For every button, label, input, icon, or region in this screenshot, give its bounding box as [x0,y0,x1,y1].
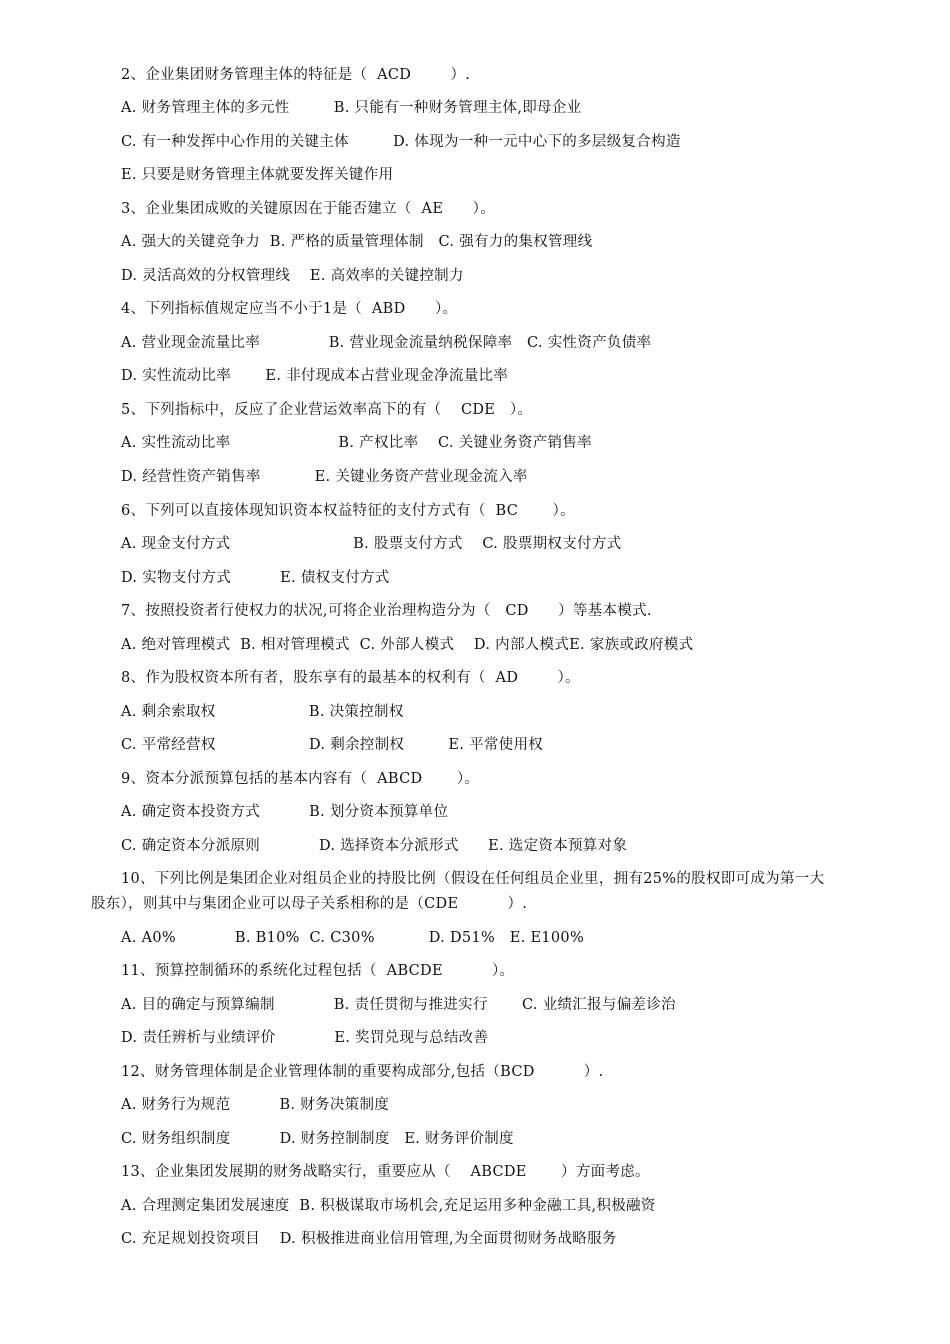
question-12-option-line-1: A. 财务行为规范 B. 财务决策制度 [121,1097,390,1113]
question-11-option-line-1: A. 目的确定与预算编制 B. 责任贯彻与推进实行 C. 业绩汇报与偏差诊治 [121,997,676,1013]
question-10-stem: 10、下列比例是集团企业对组员企业的持股比例（假设在任何组员企业里，拥有25%的股权即可成为第一大 [121,871,825,887]
question-8-option-line-1: A. 剩余索取权 B. 决策控制权 [121,704,404,720]
question-4-stem: 4、下列指标值规定应当不小于1是（ ABD ）。 [121,301,458,317]
question-11-option-line-2: D. 责任辨析与业绩评价 E. 奖罚兑现与总结改善 [121,1030,489,1046]
question-12-option-line-2: C. 财务组织制度 D. 财务控制制度 E. 财务评价制度 [121,1131,514,1147]
question-4-option-line-1: A. 营业现金流量比率 B. 营业现金流量纳税保障率 C. 实性资产负债率 [121,335,652,351]
question-6-option-line-2: D. 实物支付方式 E. 债权支付方式 [121,570,390,586]
question-3-option-line-2: D. 灵活高效的分权管理线 E. 高效率的关键控制力 [121,268,464,284]
question-6-stem: 6、下列可以直接体现知识资本权益特征的支付方式有（ BC ）。 [121,503,575,519]
question-4-option-line-2: D. 实性流动比率 E. 非付现成本占营业现金净流量比率 [121,368,509,384]
question-3-stem: 3、企业集团成败的关键原因在于能否建立（ AE ）。 [121,201,496,217]
question-5-option-line-2: D. 经营性资产销售率 E. 关键业务资产营业现金流入率 [121,469,528,485]
question-2-option-line-3: E. 只要是财务管理主体就要发挥关键作用 [121,167,394,183]
question-9-option-line-2: C. 确定资本分派原则 D. 选择资本分派形式 E. 选定资本预算对象 [121,838,628,854]
question-2-option-line-1: A. 财务管理主体的多元性 B. 只能有一种财务管理主体,即母企业 [121,100,582,116]
question-7-stem: 7、按照投资者行使权力的状况,可将企业治理构造分为（ CD ）等基本模式. [121,603,652,619]
question-10-option-line-1: A. A0% B. B10% C. C30% D. D51% E. E100% [121,930,585,946]
question-7-option-line-1: A. 绝对管理模式 B. 相对管理模式 C. 外部人模式 D. 内部人模式E. 家族或政府模式 [121,637,694,653]
question-6-option-line-1: A. 现金支付方式 B. 股票支付方式 C. 股票期权支付方式 [121,536,622,552]
question-13-option-line-1: A. 合理测定集团发展速度 B. 积极谋取市场机会,充足运用多种金融工具,积极融资 [121,1198,656,1214]
question-10-stem-continued: 股东），则其中与集团企业可以母子关系相称的是（CDE ）. [91,896,528,912]
question-2-option-line-2: C. 有一种发挥中心作用的关键主体 D. 体现为一种一元中心下的多层级复合构造 [121,134,681,150]
question-13-stem: 13、企业集团发展期的财务战略实行，重要应从（ ABCDE ）方面考虑。 [121,1164,650,1180]
question-12-stem: 12、财务管理体制是企业管理体制的重要构成部分,包括（BCD ）. [121,1064,604,1080]
question-11-stem: 11、预算控制循环的系统化过程包括（ ABCDE ）。 [121,963,515,979]
question-3-option-line-1: A. 强大的关键竞争力 B. 严格的质量管理体制 C. 强有力的集权管理线 [121,234,593,250]
question-9-stem: 9、资本分派预算包括的基本内容有（ ABCD ）。 [121,771,480,787]
question-8-stem: 8、作为股权资本所有者，股东享有的最基本的权利有（ AD ）。 [121,670,580,686]
question-5-option-line-1: A. 实性流动比率 B. 产权比率 C. 关键业务资产销售率 [121,435,592,451]
question-2-stem: 2、企业集团财务管理主体的特征是（ ACD ）. [121,67,471,83]
question-13-option-line-2: C. 充足规划投资项目 D. 积极推进商业信用管理,为全面贯彻财务战略服务 [121,1231,617,1247]
question-8-option-line-2: C. 平常经营权 D. 剩余控制权 E. 平常使用权 [121,737,544,753]
question-9-option-line-1: A. 确定资本投资方式 B. 划分资本预算单位 [121,804,449,820]
question-5-stem: 5、下列指标中，反应了企业营运效率高下的有（ CDE ）。 [121,402,533,418]
